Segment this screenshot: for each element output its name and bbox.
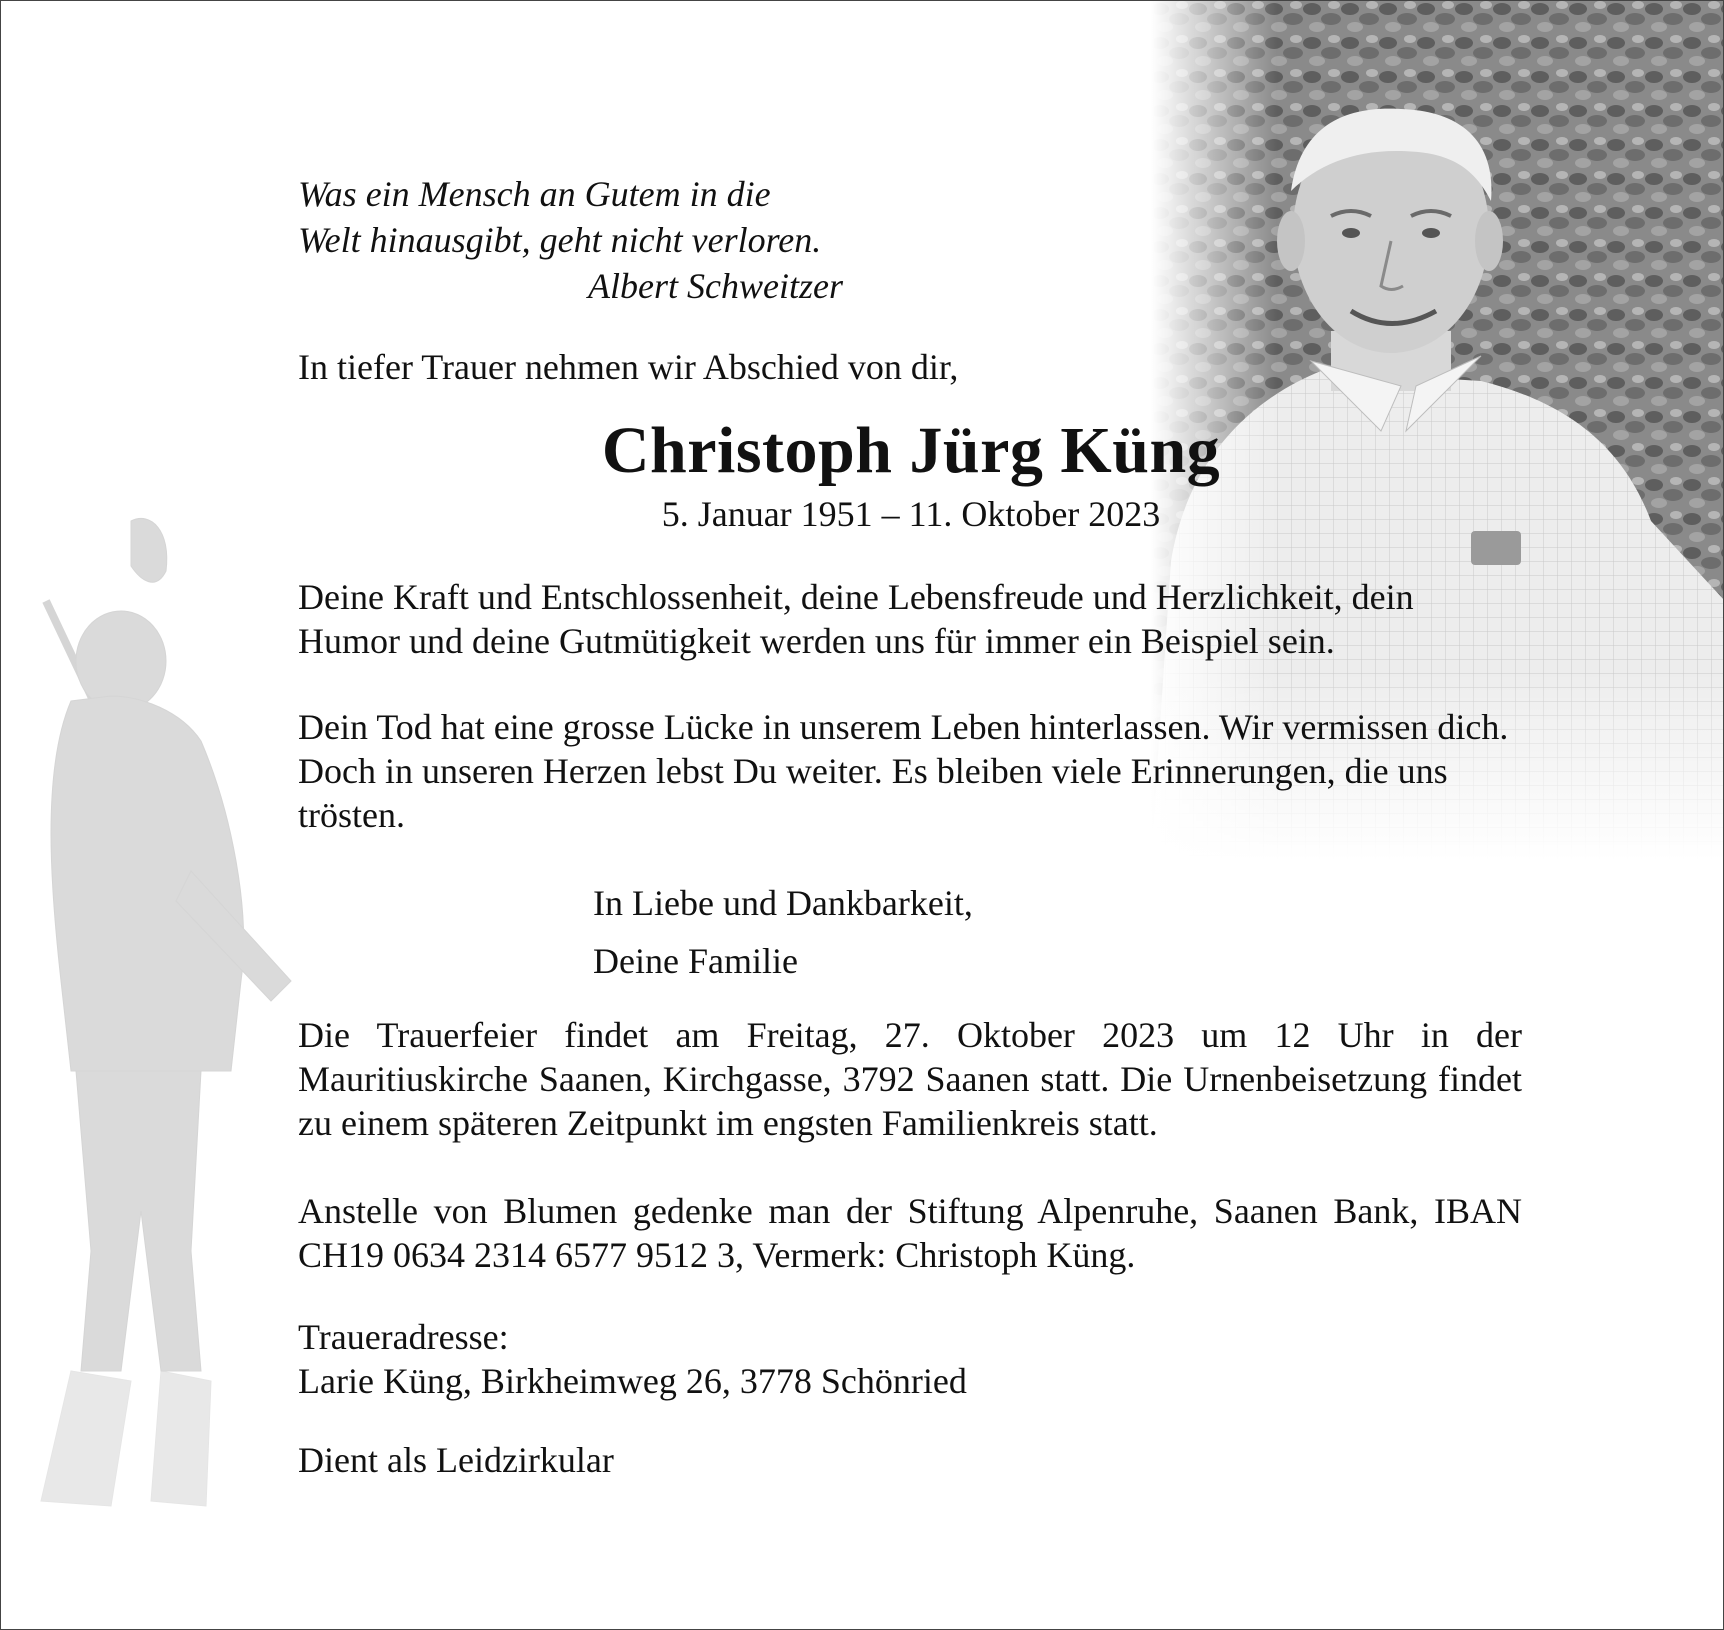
address-value: Larie Küng, Birkheimweg 26, 3778 Schönried	[298, 1361, 967, 1401]
signoff-block	[593, 874, 973, 990]
ceremony-info: Die Trauerfeier findet am Freitag, 27. Oktober 2023 um 12 Uhr in der Mauritiuskirche Saanen, Kirchgasse, 3792 Saanen statt. Die Urnenbeisetzung findet zu einem späteren Zeitpunkt im engsten Familienkreis statt.	[298, 1015, 1522, 1143]
circular-note: Dient als Leidzirkular	[298, 1440, 614, 1480]
quote-line-1: Was ein Mensch an Gutem in die	[298, 174, 771, 214]
deceased-name: Christoph Jürg Küng	[601, 414, 1221, 487]
tribute-paragraph-1: Deine Kraft und Entschlossenheit, deine Lebensfreude und Herzlichkeit, dein Humor und deine Gutmütigkeit werden uns für immer ein Beispiel sein.	[298, 577, 1414, 661]
signoff-family: Deine Familie	[593, 941, 798, 981]
address-label: Traueradresse:	[298, 1317, 509, 1357]
mourning-address	[298, 1315, 967, 1403]
signoff-line-1: In Liebe und Dankbarkeit,	[593, 883, 973, 923]
tribute-paragraph-2: Dein Tod hat eine grosse Lücke in unserem Leben hinterlassen. Wir vermissen dich. Doch in unseren Herzen lebst Du weiter. Es bleiben viele Erinnerungen, die uns trösten.	[298, 707, 1509, 835]
intro-text: In tiefer Trauer nehmen wir Abschied von dir,	[298, 347, 959, 387]
hunter-illustration	[1, 511, 301, 1561]
quote-line-2: Welt hinausgibt, geht nicht verloren.	[298, 220, 822, 260]
life-dates: 5. Januar 1951 – 11. Oktober 2023	[661, 494, 1161, 534]
quote-block	[298, 171, 843, 309]
donation-info: Anstelle von Blumen gedenke man der Stiftung Alpenruhe, Saanen Bank, IBAN CH19 0634 2314 6577 9512 3, Vermerk: Christoph Küng.	[298, 1191, 1522, 1275]
quote-author: Albert Schweitzer	[588, 266, 843, 306]
